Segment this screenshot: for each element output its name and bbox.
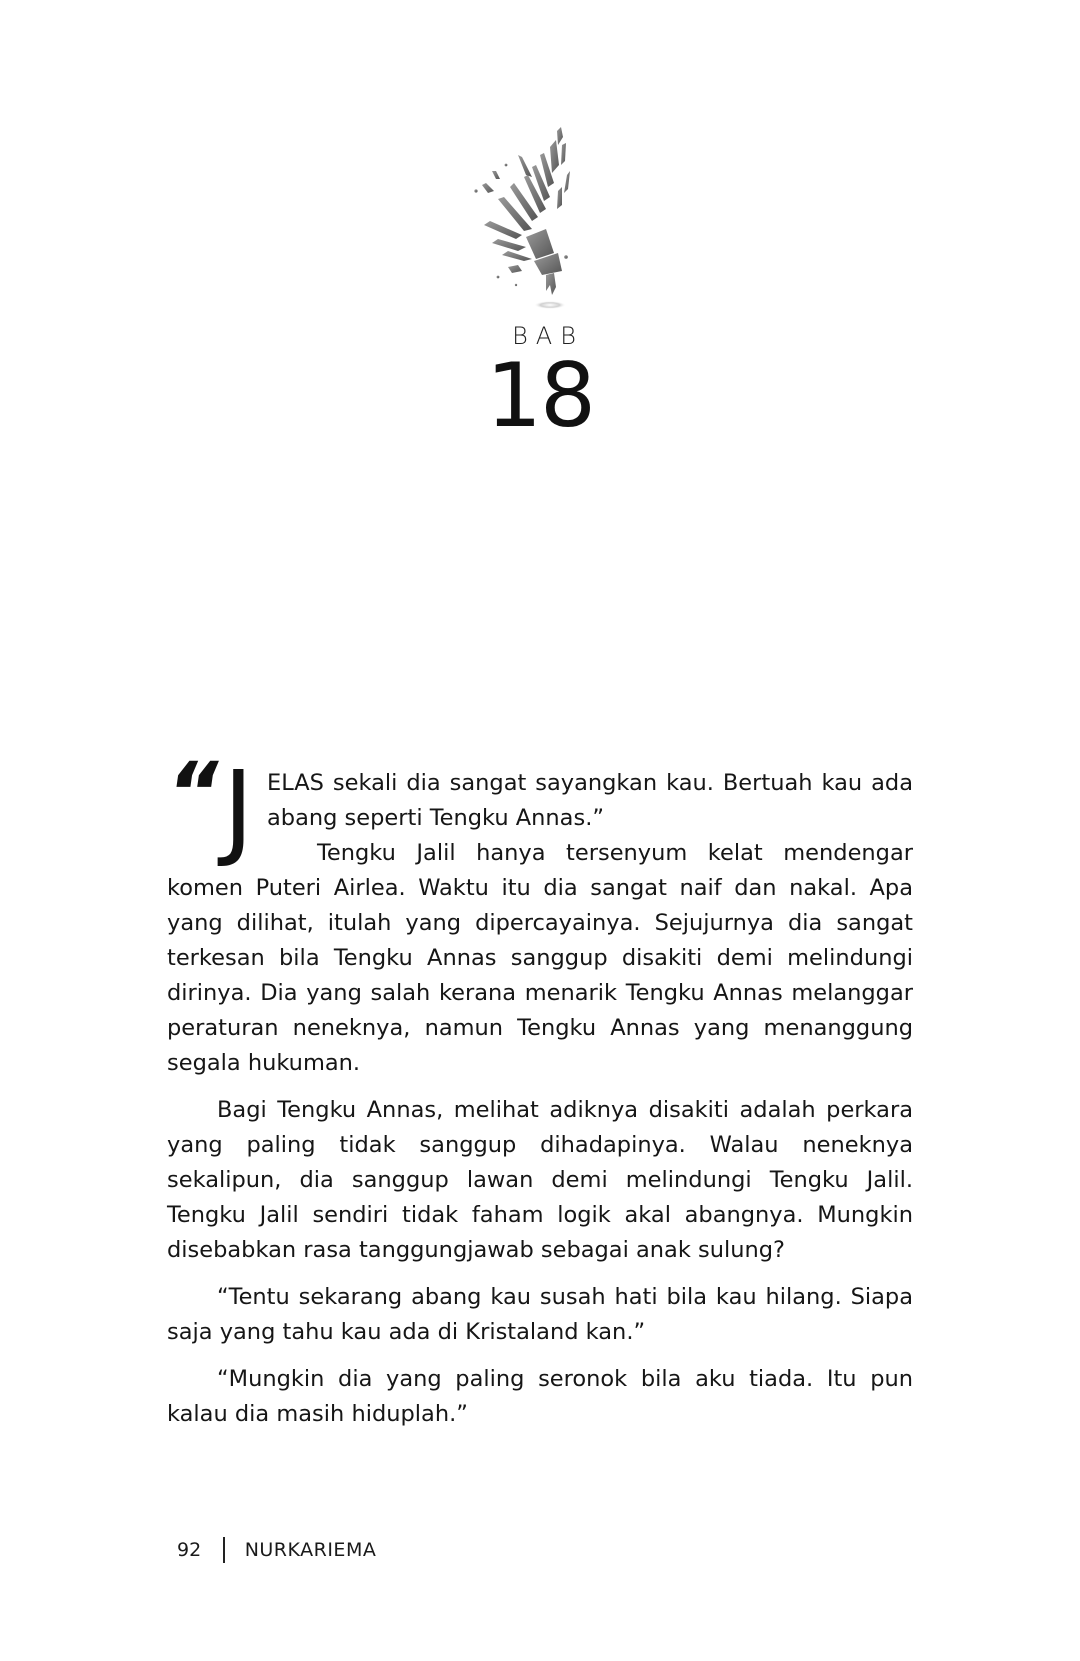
author-name: NURKARIEMA: [244, 1539, 377, 1561]
paragraph-text: Tengku Jalil hanya tersenyum kelat mendengar komen Puteri Airlea. Waktu itu dia sangat naif dan nakal. Apa yang dilihat, itulah yang dipercayainya. Sejujurnya dia sangat terkesan bila Tengku Annas sanggup disakiti demi melindungi dirinya. Dia yang salah kerana menarik Tengku Annas melanggar peraturan neneknya, namun Tengku Annas yang menanggung segala hukuman.: [167, 840, 913, 1076]
footer-divider: [223, 1537, 225, 1563]
winged-figure-icon: [462, 125, 582, 310]
paragraph: “Tentu sekarang abang kau susah hati bila kau hilang. Siapa saja yang tahu kau ada di Kristaland kan.”: [167, 1284, 913, 1345]
drop-cap: [160, 744, 263, 870]
opening-paragraph: [160, 744, 913, 1081]
drop-cap-letter: J: [223, 748, 254, 870]
chapter-label: BAB: [512, 322, 584, 350]
drop-cap-quote-mark: “: [160, 744, 224, 842]
chapter-body: [160, 744, 913, 1444]
page-footer: [177, 1537, 376, 1563]
page-number: 92: [177, 1539, 202, 1561]
paragraph: “Mungkin dia yang paling seronok bila aku tiada. Itu pun kalau dia masih hiduplah.”: [167, 1366, 913, 1427]
chapter-number: 18: [486, 344, 594, 447]
chapter-illustration: [462, 125, 582, 310]
opening-text: ELAS sekali dia sangat sayangkan kau. Bertuah kau ada abang seperti Tengku Annas.”: [267, 770, 913, 831]
paragraph: Bagi Tengku Annas, melihat adiknya disakiti adalah perkara yang paling tidak sanggup dihadapinya. Walau neneknya sekalipun, dia sanggup lawan demi melindungi Tengku Jalil. Tengku Jalil sendiri tidak faham logik akal abangnya. Mungkin disebabkan rasa tanggungjawab sebagai anak sulung?: [167, 1097, 913, 1263]
